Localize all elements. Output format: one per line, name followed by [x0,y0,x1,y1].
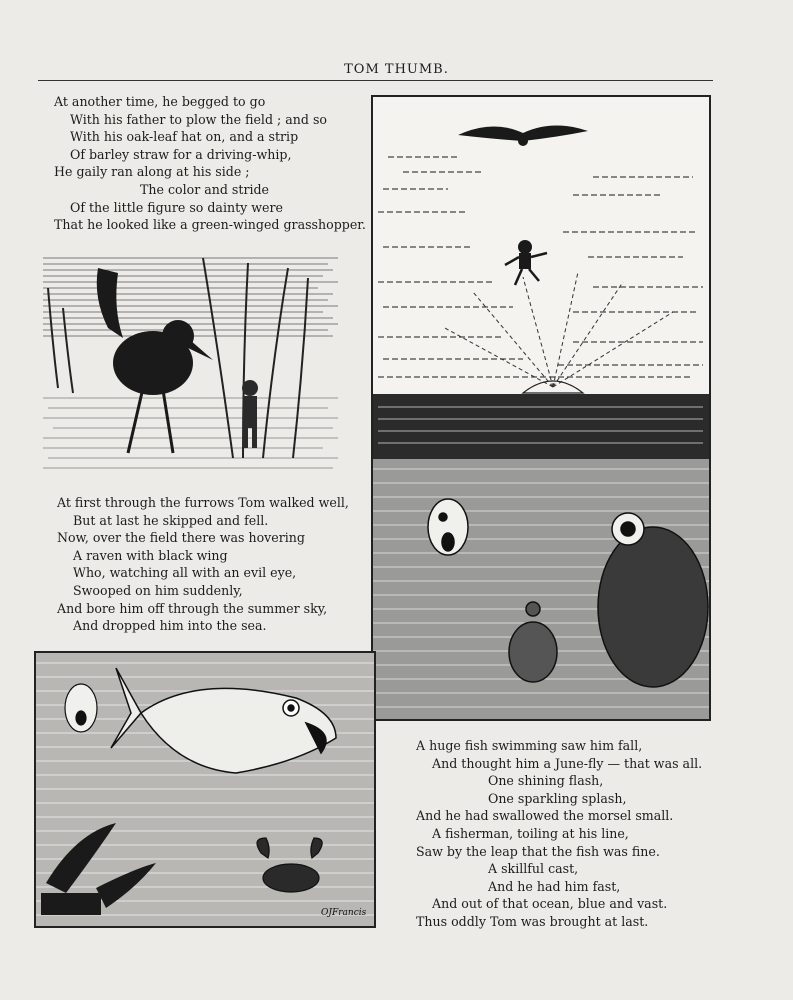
verse-line: Of barley straw for a driving-whip, [70,146,292,162]
raven-bird [97,268,213,453]
verse-line: And dropped him into the sea. [73,618,267,634]
running-header: TOM THUMB. [344,62,449,77]
verse-line: With his father to plow the field ; and so [70,111,327,127]
verse-line: And thought him a June-fly — that was all. [432,755,703,771]
verse-line: With his oak-leaf hat on, and a strip [70,129,299,145]
verse-line: That he looked like a green-winged grasshopper. [54,217,366,233]
small-fish [428,499,468,555]
verse-stanza-2 [57,494,349,635]
verse-stanza-1 [54,93,366,234]
sea-illustration-panel [371,95,711,721]
header-rule [38,80,713,81]
sea-surface [373,394,709,459]
verse-line: Thus oddly Tom was brought at last. [416,913,649,929]
verse-line: Saw by the leap that the fish was fine. [416,843,660,859]
verse-stanza-3 [416,737,702,931]
illustrator-signature: OJFrancis [321,908,367,918]
sea-drawing [373,97,709,719]
verse-line: At another time, he begged to go [54,94,266,109]
verse-line: The color and stride [140,181,270,197]
verse-line: And bore him off through the summer sky, [57,600,328,616]
verse-line: Now, over the field there was hovering [57,530,305,546]
underwater-illustration-panel [34,651,376,928]
verse-line: A raven with black wing [73,547,228,563]
verse-line: At first through the furrows Tom walked well, [57,495,349,510]
verse-line: A huge fish swimming saw him fall, [416,738,643,753]
small-fish-left [65,684,97,732]
verse-line: Who, watching all with an evil eye, [73,565,297,581]
verse-line: And he had him fast, [488,878,621,894]
verse-line: One shining flash, [488,773,604,789]
verse-line: A skillful cast, [488,861,579,877]
verse-line: Swooped on him suddenly, [73,582,243,598]
verse-line: He gaily ran along at his side ; [54,164,250,180]
verse-line: Of the little figure so dainty were [70,199,283,215]
verse-line: And out of that ocean, blue and vast. [432,896,668,912]
verse-line: One sparkling splash, [488,790,627,806]
verse-line: But at last he skipped and fell. [73,512,269,528]
underwater-drawing [36,653,374,926]
raven-drawing [38,248,343,476]
raven-illustration [38,248,343,476]
verse-line: And he had swallowed the morsel small. [416,808,674,824]
verse-line: A fisherman, toiling at his line, [432,825,629,841]
